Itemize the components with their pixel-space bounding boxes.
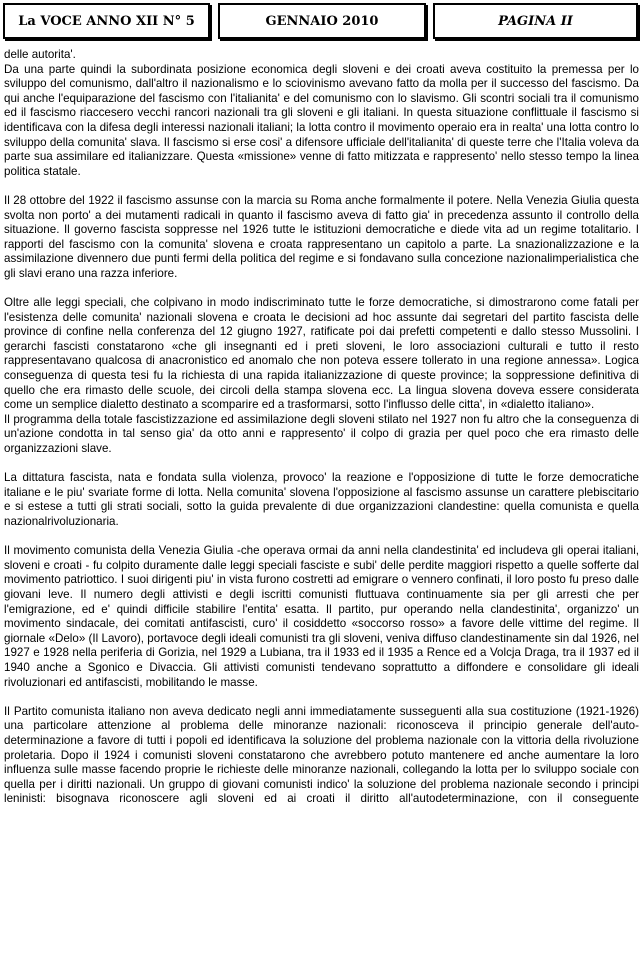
paragraph: La dittatura fascista, nata e fondata sulla violenza, provoco' la reazione e l'opposizione di tutte le forze democratiche italiane e le piu' svariate forme di lotta. Nella comunita' slovena l'opposizione al fascismo assunse un carattere plebiscitario e si estese a tutti gli strati sociali, sotto la guida prevalente di due organizzazioni clandestine: quella comunista e quella nazionalrivoluzionaria. <box>4 471 639 528</box>
issue-label: La VOCE ANNO XII N° 5 <box>18 13 195 29</box>
date-label: GENNAIO 2010 <box>265 13 379 29</box>
paragraph: Il movimento comunista della Venezia Giulia -che operava ormai da anni nella clandestinita' ed includeva gli operai italiani, sloveni e croati - fu colpito duramente dalle leggi speciali fasciste e subi' delle perdite maggiori rispetto a quelle sofferte dal movimento patriottico. I suoi dirigenti piu' in vista furono costretti ad emigrare o vennero confinati, il loro posto fu preso dalle giovani leve. Il numero degli attivisti e degli iscritti comunisti fluttuava continuamente sia per gli arresti che per l'emigrazione, ed e' quindi difficile stabilire l'entita' esatta. Il partito, pur operando nella clandestinita', organizzo' un movimento sindacale, dei comitati antifascisti, curo' il cosiddetto «soccorso rosso» a favore delle vittime del regime. Il giornale «Delo» (Il Lavoro), portavoce degli ideali comunisti tra gli sloveni, veniva diffuso clandestinamente sin dal 1926, nel 1927 e 1928 nella periferia di Gorizia, nel 1929 a Lubiana, tra il 1933 ed il 1935 a Rence ed a Volcja Draga, tra il 1937 ed il 1940 anche a Sgonico e Divaccia. Gli attivisti comunisti tendevano soprattutto a diffondere e consolidare gli ideali rivoluzionari ed antifascisti, mobilitando le masse. <box>4 544 639 689</box>
paragraph: Oltre alle leggi speciali, che colpivano in modo indiscriminato tutte le forze democratiche, si dimostrarono come fatali per l'esistenza delle comunita' nazionali slovena e croata le decisioni ad hoc assunte dai segretari del partito fascista delle province di confine nella conferenza del 12 giugno 1927, ratificate poi dai prefetti competenti e dallo stesso Mussolini. I gerarchi fascisti constatarono «che gli insegnanti ed i preti sloveni, le loro associazioni culturali e tutto il resto rappresentavano qualcosa di anacronistico ed anomalo che non poteva essere tollerato in una regione annessa». Logica conseguenza di questa tesi fu la richiesta di una rapida italianizzazione di queste province; la soppressione definitiva di quello che era rimasto delle scuole, dei circoli della stampa slovena ecc. La lingua slovena doveva essere considerata come un semplice dialetto destinato a scomparire ed a trasformarsi, sotto l'influsso delle citta', in «dialetto italiano». <box>4 296 639 412</box>
paragraph: Da una parte quindi la subordinata posizione economica degli sloveni e dei croati aveva costituito la premessa per lo sviluppo del comunismo, dall'altro il nazionalismo e lo sciovinismo avevano fatto da molla per il successo del fascismo. Da qui anche l'equiparazione del fascismo con l'italianita' e del comunismo con lo slavismo. Gli scontri sociali tra il comunismo ed il fascismo riaccesero vecchi rancori nazionali tra gli sloveni e gli italiani. In questa situazione conflittuale il fascismo si identificava con la difesa degli interessi nazionali italiani; la lotta contro il movimento operaio era in realta' una lotta contro lo sviluppo della comunita' slava. Il fascismo si erse cosi' a difensore ufficiale dell'italianita' di queste terre che l'Italia voleva da parte sua assimilare ed italianizzare. Questa «missione» venne di fatto mitizzata e rappresento' nello stesso tempo la linea politica statale. <box>4 62 639 178</box>
page-header <box>3 3 640 41</box>
page-box <box>433 3 638 39</box>
paragraph: Il 28 ottobre del 1922 il fascismo assunse con la marcia su Roma anche formalmente il potere. Nella Venezia Giulia questa svolta non porto' a dei mutamenti radicali in quanto il fascismo aveva di fatto gia' in precedenza assunto il controllo della situazione. Il governo fascista soppresse nel 1926 tutte le istituzioni democratiche e diede vita ad un regime totalitario. I rapporti del fascismo con la comunita' slovena e croata rappresentano un capitolo a parte. La snazionalizzazione e la assimilazione divennero due punti fermi della politica del regime e si fondavano sulla concezione nazionalimperialistica che gli slavi erano una razza inferiore. <box>4 193 639 280</box>
article-body <box>4 48 639 807</box>
paragraph: delle autorita'. <box>4 48 76 61</box>
paragraph: Il programma della totale fascistizzazione ed assimilazione degli sloveni stilato nel 1927 non fu altro che la conseguenza di un'azione condotta in tal senso gia' da otto anni e rappresento' il colpo di grazia per quel poco che era rimasto delle organizzazioni slave. <box>4 412 639 456</box>
issue-box <box>3 3 210 39</box>
page-label: PAGINA II <box>498 13 573 29</box>
paragraph: Il Partito comunista italiano non aveva dedicato negli anni immediatamente susseguenti alla sua costituzione (1921-1926) una particolare attenzione al problema delle minoranze nazionali: riconosceva il principio generale dell'auto- determinazione a favore di tutti i popoli ed identificava la soluzione del problema nazionale con la vittoria della rivoluzione proletaria. Dopo il 1924 i comunisti sloveni constatarono che avrebbero potuto mantenere ed anche aumentare la loro influenza sulle masse facendo proprie le richieste delle minoranze nazionali, collegando la lotta per lo sviluppo sociale con quella per i diritti nazionali. Un gruppo di giovani comunisti indico' la soluzione del problema nazionale secondo i principi leninisti: bisognava riconoscere agli sloveni ed ai croati il diritto all'autodeterminazione, con il conseguente <box>4 704 639 806</box>
date-box <box>218 3 426 39</box>
